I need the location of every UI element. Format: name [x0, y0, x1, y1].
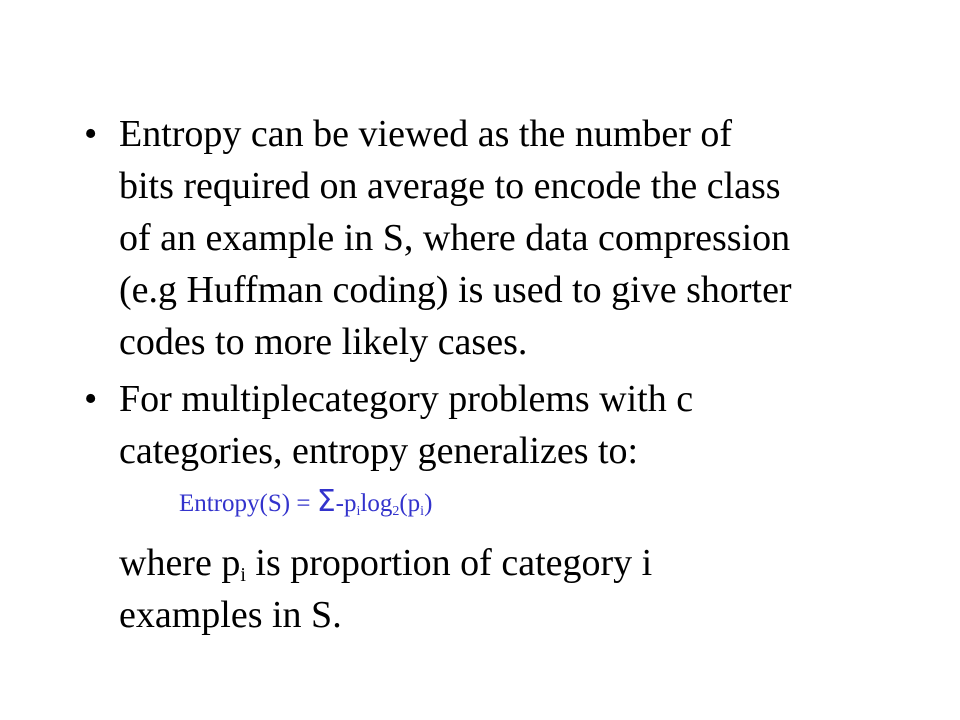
explanation-text: where p: [119, 542, 241, 584]
explanation-text: is proportion of category i: [245, 542, 653, 584]
explanation-subscript: i: [240, 564, 246, 586]
bullet-text-line: Entropy can be viewed as the number of: [119, 113, 733, 155]
explanation-line: [119, 536, 652, 590]
formula-log: log: [360, 490, 393, 517]
entropy-formula: [179, 482, 432, 524]
formula-paren-open: (p: [399, 490, 421, 517]
bullet-text-line: bits required on average to encode the class: [119, 165, 781, 207]
bullet-marker: •: [84, 113, 98, 155]
bullet-text-line: categories, entropy generalizes to:: [119, 430, 639, 472]
formula-subscript: i: [420, 504, 425, 519]
formula-paren-close: ): [424, 490, 433, 517]
formula-subscript: 2: [392, 504, 400, 519]
bullet-text-line: (e.g Huffman coding) is used to give shorter: [119, 269, 792, 311]
formula-lhs: Entropy(S) =: [179, 490, 317, 517]
bullet-marker: •: [84, 378, 98, 420]
bullet-text-line: of an example in S, where data compression: [119, 217, 791, 259]
explanation-line: examples in S.: [119, 594, 342, 636]
bullet-text-line: For multiplecategory problems with c: [119, 378, 694, 420]
formula-term: -p: [335, 490, 357, 517]
sigma-symbol: Σ: [316, 484, 336, 519]
bullet-text-line: codes to more likely cases.: [119, 321, 528, 363]
formula-subscript: i: [356, 504, 361, 519]
